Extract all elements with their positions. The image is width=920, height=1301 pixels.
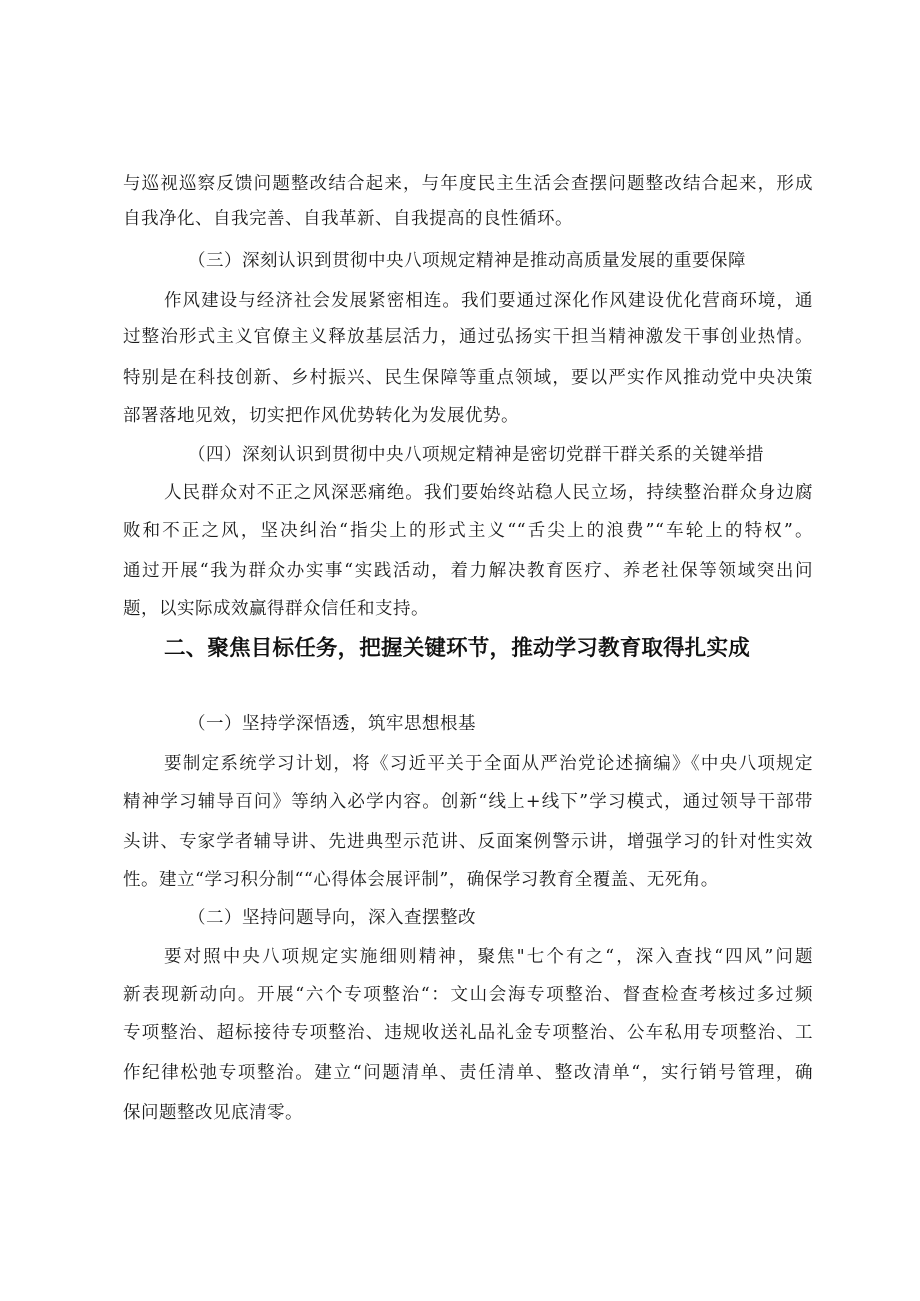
paragraph-line: 要对照中央八项规定实施细则精神，聚焦"七个有之“，深入查找“四风”问题 <box>164 947 813 967</box>
paragraph-line: 专项整治、超标接待专项整治、违规收送礼品礼金专项整治、公车私用专项整治、工 <box>123 1023 813 1043</box>
paragraph-line: 人民群众对不正之风深恶痛绝。我们要始终站稳人民立场，持续整治群众身边腐 <box>164 483 813 503</box>
paragraph-line: 精神学习辅导百问》等纳入必学内容。创新“线上+线下”学习模式，通过领导干部带 <box>123 792 813 812</box>
subsection-heading: （四）深刻认识到贯彻中央八项规定精神是密切党群干群关系的关键举措 <box>188 445 764 465</box>
paragraph-line: 作纪律松弛专项整治。建立“问题清单、责任清单、整改清单“，实行销号管理，确 <box>123 1063 813 1083</box>
paragraph-line: 作风建设与经济社会发展紧密相连。我们要通过深化作风建设优化营商环境，通 <box>164 291 813 311</box>
paragraph-line: 与巡视巡察反馈问题整改结合起来，与年度民主生活会查摆问题整改结合起来，形成 <box>123 174 813 194</box>
section-heading: 二、聚焦目标任务，把握关键环节，推动学习教育取得扎实成 <box>164 636 750 661</box>
paragraph-line: 保问题整改见底清零。 <box>123 1103 303 1123</box>
paragraph-line: 部署落地见效，切实把作风优势转化为发展优势。 <box>123 406 519 426</box>
subsection-heading: （三）深刻认识到贯彻中央八项规定精神是推动高质量发展的重要保障 <box>188 251 746 271</box>
paragraph-line: 头讲、专家学者辅导讲、先进典型示范讲、反面案例警示讲，增强学习的针对性实效 <box>123 832 813 852</box>
subsection-heading: （二）坚持问题导向，深入查摆整改 <box>188 908 476 928</box>
paragraph-line: 特别是在科技创新、乡村振兴、民生保障等重点领域，要以严实作风推动党中央决策 <box>123 368 813 388</box>
paragraph-line: 通过开展“我为群众办实事“实践活动，着力解决教育医疗、养老社保等领域突出问 <box>123 561 813 581</box>
paragraph-line: 性。建立“学习积分制““心得体会展评制”，确保学习教育全覆盖、无死角。 <box>123 870 719 890</box>
paragraph-line: 要制定系统学习计划，将《习近平关于全面从严治党论述摘编》《中央八项规定 <box>164 754 813 774</box>
paragraph-line: 题，以实际成效赢得群众信任和支持。 <box>123 599 429 619</box>
paragraph-line: 自我净化、自我完善、自我革新、自我提高的良性循环。 <box>123 209 573 229</box>
paragraph-line: 新表现新动向。开展“六个专项整治“：文山会海专项整治、督查检查考核过多过频 <box>123 985 813 1005</box>
subsection-heading: （一）坚持学深悟透，筑牢思想根基 <box>188 714 476 734</box>
paragraph-line: 败和不正之风，坚决纠治“指尖上的形式主义““舌尖上的浪费”“车轮上的特权”。 <box>123 521 813 541</box>
paragraph-line: 过整治形式主义官僚主义释放基层活力，通过弘扬实干担当精神激发干事创业热情。 <box>123 327 813 347</box>
